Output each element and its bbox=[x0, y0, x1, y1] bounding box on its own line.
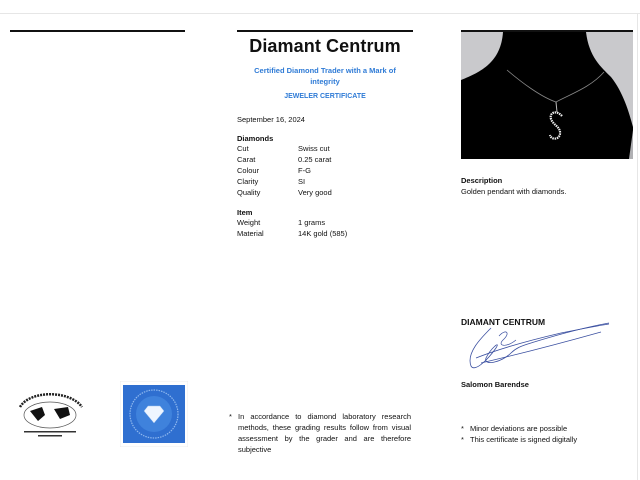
footnotes-right bbox=[461, 423, 633, 445]
right-border bbox=[637, 14, 638, 480]
row-value: 0.25 carat bbox=[298, 155, 332, 164]
footnote: * This certificate is signed digitally bbox=[461, 435, 578, 444]
diamond-seal-logo-icon bbox=[120, 381, 188, 447]
table-row bbox=[237, 143, 413, 154]
row-label: Material bbox=[237, 229, 264, 238]
row-label: Weight bbox=[237, 218, 261, 227]
row-value: F-G bbox=[298, 166, 311, 175]
signer-name: Salomon Barendse bbox=[461, 380, 529, 389]
description-heading: Description bbox=[461, 176, 503, 185]
row-label: Colour bbox=[237, 166, 260, 175]
row-label: Quality bbox=[237, 188, 261, 197]
subtitle: Certified Diamond Trader with a Mark of integrity bbox=[254, 66, 396, 86]
left-rule bbox=[10, 30, 185, 32]
table-row bbox=[237, 217, 413, 228]
diamonds-table bbox=[237, 143, 413, 198]
table-row bbox=[237, 228, 413, 239]
description-text: Golden pendant with diamonds. bbox=[461, 187, 567, 196]
row-label: Cut bbox=[237, 144, 249, 153]
product-image bbox=[461, 32, 633, 159]
certificate-date: September 16, 2024 bbox=[237, 115, 305, 124]
certificate-label: JEWELER CERTIFICATE bbox=[284, 93, 366, 100]
page-title: Diamant Centrum bbox=[249, 36, 401, 56]
table-row bbox=[237, 154, 413, 165]
item-table bbox=[237, 217, 413, 239]
table-row bbox=[237, 187, 413, 198]
item-heading: Item bbox=[237, 208, 253, 217]
top-border bbox=[0, 13, 640, 14]
table-row bbox=[237, 165, 413, 176]
row-value: Swiss cut bbox=[298, 144, 330, 153]
row-label: Carat bbox=[237, 155, 256, 164]
world-federation-logo-icon bbox=[10, 385, 90, 440]
row-label: Clarity bbox=[237, 177, 259, 186]
row-value: 1 grams bbox=[298, 218, 326, 227]
footnote: * In accordance to diamond laboratory research methods, these grading results follow from visual assessment by the grader and are therefore subjective bbox=[229, 412, 411, 454]
diamonds-heading: Diamonds bbox=[237, 134, 274, 143]
row-value: SI bbox=[298, 177, 306, 186]
pendant-photo-icon bbox=[461, 32, 633, 159]
table-row bbox=[237, 176, 413, 187]
row-value: Very good bbox=[298, 188, 332, 197]
certificate-body bbox=[237, 32, 413, 239]
footnote: * Minor deviations are possible bbox=[461, 424, 568, 433]
signature-icon bbox=[461, 318, 611, 378]
footnotes-middle bbox=[229, 411, 411, 455]
row-value: 14K gold (585) bbox=[298, 229, 348, 238]
signature-company: DIAMANT CENTRUM bbox=[461, 317, 546, 327]
